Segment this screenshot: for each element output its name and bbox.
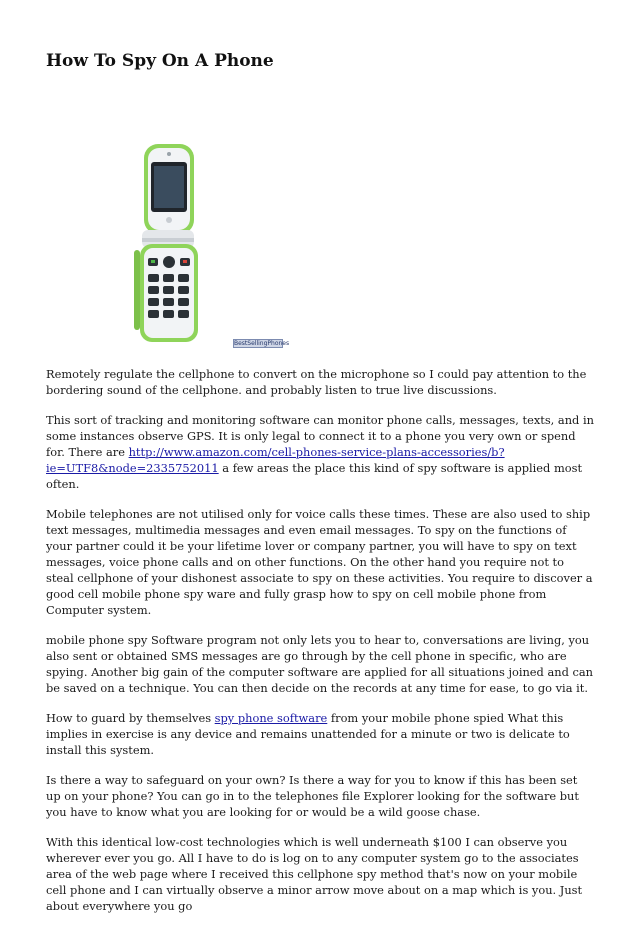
paragraph-2 bbox=[46, 412, 594, 492]
page-title: How To Spy On A Phone bbox=[46, 51, 274, 71]
flip-phone-icon bbox=[128, 140, 288, 354]
image-watermark: BestSellingPhones bbox=[234, 340, 290, 347]
paragraph-7: With this identical low-cost technologies which is well underneath $100 I can observe you wherever ever you go. All I have to do is log on to any computer system go to the associates area of the web page where I received this cellphone spy method that's now on your mobile cell phone and I can virtually observe a minor arrow move about on a map which is you. Just about everywhere you go bbox=[46, 835, 583, 913]
paragraph-6: Is there a way to safeguard on your own? Is there a way for you to know if this has been set up on your phone? You can go in to the telephones file Explorer looking for the software but you have to know what you are looking for or would be a wild goose chase. bbox=[46, 773, 579, 819]
paragraph-4: mobile phone spy Software program not only lets you to hear to, conversations are living, you also sent or obtained SMS messages are go through by the cell phone in specific, who are spying. Another big gain of the computer software are applied for all situations joined and can be saved on a technique. You can then decide on the records at any time for ease, to go via it. bbox=[46, 633, 594, 695]
paragraph-5 bbox=[46, 710, 594, 758]
paragraph-1: Remotely regulate the cellphone to convert on the microphone so I could pay attention to the bordering sound of the cellphone. and probably listen to true live discussions. bbox=[46, 367, 587, 397]
amazon-link[interactable]: http://www.amazon.com/cell-phones-service-plans-accessories/b?ie=UTF8&node=2335752011 bbox=[46, 445, 505, 475]
paragraph-2-text: This sort of tracking and monitoring software can monitor phone calls, messages, texts, and in some instances observe GPS. It is only legal to connect it to a phone you very own or spend for. There are bbox=[46, 413, 594, 459]
paragraph-5-text: How to guard by themselves bbox=[46, 711, 215, 725]
spy-phone-software-link[interactable]: spy phone software bbox=[214, 711, 328, 725]
paragraph-3: Mobile telephones are not utilised only for voice calls these times. These are also used to ship text messages, multimedia messages and even email messages. To spy on the functions of your partner could it be your lifetime lover or company partner, you will have to spy on text messages, voice phone calls and on other functions. On the other hand you require not to steal cellphone of your dishonest associate to spy on these activities. You require to discover a good cell mobile phone spy ware and fully grasp how to spy on cell mobile phone from Computer system. bbox=[46, 507, 593, 617]
paragraph-5-text-end: from your mobile phone spied What this implies in exercise is any device and remains unattended for a minute or two is delicate to install this system. bbox=[46, 711, 570, 757]
paragraph-2-text-end: a few areas the place this kind of spy software is applied most often. bbox=[46, 461, 583, 491]
article-body bbox=[46, 366, 594, 928]
flip-phone-image bbox=[128, 140, 288, 354]
